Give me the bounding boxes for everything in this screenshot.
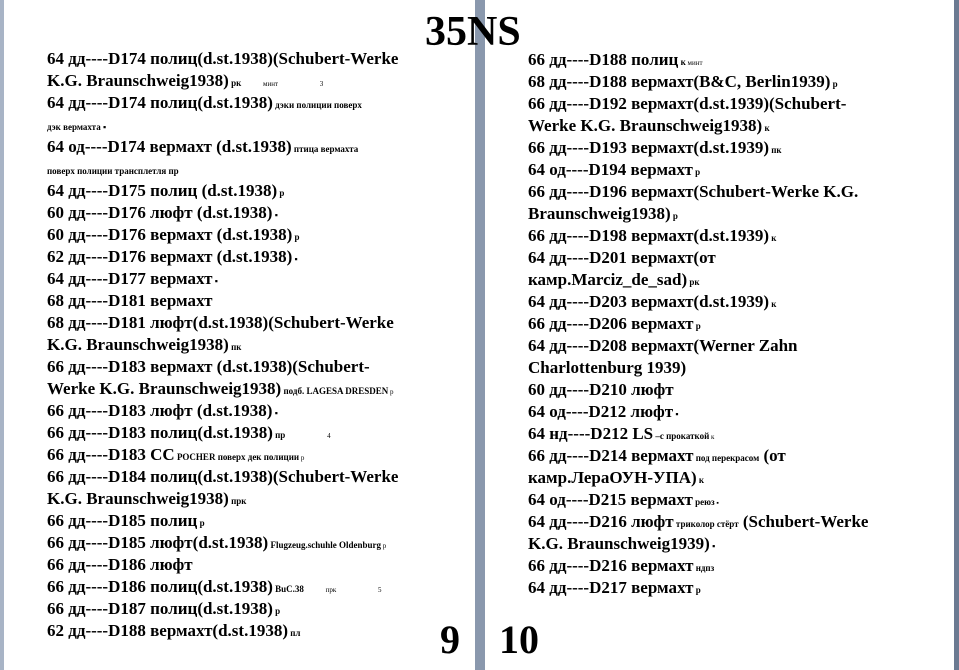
text-line [47, 620, 452, 642]
line-main: K.G. Braunschweig1938) [47, 335, 229, 354]
line-tail: (от [759, 446, 786, 465]
line-note2: р [388, 388, 394, 396]
line-main: камр.Marciz_de_sad) [528, 270, 688, 289]
text-line [47, 268, 452, 290]
line-main: 64 дд----D174 полиц(d.st.1938)(Schubert-Werke [47, 49, 399, 68]
line-note: ▪ [673, 409, 679, 419]
line-note2: к [709, 433, 715, 441]
text-line [47, 576, 452, 598]
line-note: пр [272, 430, 286, 440]
line-main: 66 дд----D185 люфт(d.st.1938) [47, 533, 269, 552]
line-note: к [769, 299, 777, 309]
text-line [47, 444, 452, 466]
line-main: 66 дд----D198 вермахт(d.st.1939) [528, 226, 769, 245]
line-note: ▪ [272, 210, 278, 220]
line-main: 68 дд----D188 вермахт(B&C, Berlin1939) [528, 72, 831, 91]
line-tail: (Schubert-Werke [738, 512, 869, 531]
text-line [47, 334, 452, 356]
line-note2: р [381, 542, 387, 550]
line-note: р [197, 518, 205, 528]
text-line [47, 136, 452, 158]
line-note: к [696, 475, 705, 485]
line-note: к [769, 233, 777, 243]
line-note: птица вермахта [291, 144, 359, 154]
line-note: прк [228, 496, 247, 506]
line-main: 66 дд----D192 вермахт(d.st.1939)(Schubert- [528, 94, 847, 113]
text-line [528, 533, 933, 555]
line-main: камр.ЛераОУН-УПА) [528, 468, 697, 487]
right-page-number: 10 [499, 617, 539, 662]
line-note2: р [299, 454, 305, 462]
line-main: 64 дд----D201 вермахт(от [528, 248, 716, 267]
text-line [47, 532, 452, 554]
line-note: дэк вермахта ▪ [47, 122, 107, 132]
text-line [528, 489, 933, 511]
line-main: 66 дд----D184 полиц(d.st.1938)(Schubert-Werke [47, 467, 399, 486]
left-page-number: 9 [440, 617, 460, 662]
line-note: пк [769, 145, 782, 155]
line-main: 64 дд----D203 вермахт(d.st.1939) [528, 292, 769, 311]
line-main: 68 дд----D181 люфт(d.st.1938)(Schubert-Werke [47, 313, 394, 332]
line-note: ндпз [693, 563, 715, 573]
text-line [528, 115, 933, 137]
text-line [528, 49, 933, 71]
line-note: р [693, 321, 701, 331]
line-main: 64 дд----D216 люфт [528, 512, 674, 531]
line-main: Werke K.G. Braunschweig1938) [47, 379, 282, 398]
line-note: Flugzeug.schuhle Oldenburg [268, 540, 381, 550]
line-main: 66 дд----D186 полиц(d.st.1938) [47, 577, 273, 596]
line-main: 60 дд----D176 вермахт (d.st.1938) [47, 225, 293, 244]
line-note: ▪ [709, 541, 716, 551]
line-note: к [762, 123, 770, 133]
text-line [47, 290, 452, 312]
line-note: ▪ [272, 408, 278, 418]
line-main: 64 дд----D217 вермахт [528, 578, 694, 597]
line-main: 66 дд----D196 вермахт(Schubert-Werke K.G. [528, 182, 859, 201]
line-note: р [670, 211, 678, 221]
line-main: 64 дд----D175 полиц (d.st.1938) [47, 181, 278, 200]
text-line [528, 379, 933, 401]
text-line [528, 203, 933, 225]
right-page-text [528, 49, 933, 599]
left-page-text [47, 48, 452, 642]
line-note: реюз [692, 497, 715, 507]
text-line [528, 225, 933, 247]
text-line [47, 488, 452, 510]
text-line [528, 401, 933, 423]
text-line [47, 70, 452, 92]
line-main: 66 дд----D183 люфт (d.st.1938) [47, 401, 273, 420]
line-main: 60 дд----D210 люфт [528, 380, 674, 399]
text-line [528, 137, 933, 159]
line-main: 60 дд----D176 люфт (d.st.1938) [47, 203, 273, 222]
text-line [47, 510, 452, 532]
line-note: к [678, 57, 686, 67]
text-line [528, 555, 933, 577]
line-main: 64 нд----D212 LS [528, 424, 654, 443]
left-page [4, 0, 475, 670]
line-note: POCHER поверх дек полиции [174, 452, 300, 462]
line-main: K.G. Braunschweig1939) [528, 534, 710, 553]
text-line [528, 93, 933, 115]
line-main: Braunschweig1938) [528, 204, 671, 223]
line-note2: минт [685, 59, 703, 67]
text-line [528, 181, 933, 203]
line-main: 66 дд----D183 вермахт (d.st.1938)(Schubert- [47, 357, 370, 376]
line-note: поверх полиции трансплетля пр [47, 166, 179, 176]
text-line [47, 466, 452, 488]
right-page [485, 0, 954, 670]
page-corner [934, 0, 954, 12]
line-note: р [277, 188, 285, 198]
line-main: K.G. Braunschweig1938) [47, 489, 229, 508]
line-main: 62 дд----D188 вермахт(d.st.1938) [47, 621, 288, 640]
line-note3: 4 [325, 432, 331, 440]
line-note: р [830, 79, 838, 89]
line-note: –с прокаткой [653, 431, 710, 441]
text-line [528, 291, 933, 313]
line-note: р [693, 585, 701, 595]
line-main: 66 дд----D216 вермахт [528, 556, 694, 575]
text-line [528, 357, 933, 379]
text-line [528, 511, 933, 533]
text-line [47, 422, 452, 444]
line-main: 64 од----D215 вермахт [528, 490, 693, 509]
text-line [47, 312, 452, 334]
text-line [47, 598, 452, 620]
line-note: р [692, 167, 701, 177]
text-line [528, 467, 933, 489]
text-line [528, 159, 933, 181]
line-note: ▪ [212, 276, 218, 286]
text-line [528, 313, 933, 335]
line-note3: 5 [376, 586, 382, 594]
line-main: 66 дд----D187 полиц(d.st.1938) [47, 599, 273, 618]
line-main: 64 од----D194 вермахт [528, 160, 693, 179]
document-title: 35NS [425, 9, 521, 55]
text-line [47, 202, 452, 224]
text-line [47, 224, 452, 246]
line-main: 66 дд----D185 полиц [47, 511, 198, 530]
line-note2: прк [323, 586, 337, 594]
line-main: 64 дд----D177 вермахт [47, 269, 213, 288]
line-note2: ▪ [714, 499, 719, 507]
line-main: 64 дд----D174 полиц(d.st.1938) [47, 93, 273, 112]
text-line [47, 158, 452, 180]
line-main: 64 од----D212 люфт [528, 402, 674, 421]
line-note: пк [228, 342, 242, 352]
text-line [528, 445, 933, 467]
text-line [47, 400, 452, 422]
line-note: пл [288, 628, 301, 638]
text-line [528, 335, 933, 357]
text-line [47, 180, 452, 202]
line-main: 62 дд----D176 вермахт (d.st.1938) [47, 247, 293, 266]
line-main: 66 дд----D183 полиц(d.st.1938) [47, 423, 273, 442]
line-main: Charlottenburg 1939) [528, 358, 687, 377]
line-main: Werke K.G. Braunschweig1938) [528, 116, 763, 135]
line-main: 66 дд----D188 полиц [528, 50, 679, 69]
line-note: рк [687, 277, 700, 287]
line-main: 64 од----D174 вермахт (d.st.1938) [47, 137, 292, 156]
line-note: триколор стёрт [673, 519, 739, 529]
line-note2: минт [261, 80, 278, 88]
line-note: под перекрасом [693, 453, 760, 463]
line-note3: 3 [318, 80, 324, 88]
line-main: 66 дд----D193 вермахт(d.st.1939) [528, 138, 769, 157]
line-main: 66 дд----D206 вермахт [528, 314, 694, 333]
text-line [47, 48, 452, 70]
book-gutter [475, 0, 485, 670]
text-line [528, 71, 933, 93]
text-line [528, 269, 933, 291]
text-line [47, 378, 452, 400]
text-line [528, 577, 933, 599]
line-main: 66 дд----D214 вермахт [528, 446, 694, 465]
line-note: р [292, 232, 300, 242]
text-line [47, 554, 452, 576]
line-note: дэки полиции поверх [272, 100, 362, 110]
text-line [47, 246, 452, 268]
line-note: р [272, 606, 281, 616]
line-note: подб. LAGESA DRESDEN [281, 386, 389, 396]
line-main: 66 дд----D186 люфт [47, 555, 193, 574]
text-line [47, 356, 452, 378]
text-line [47, 92, 452, 114]
right-edge [954, 0, 959, 670]
line-note: ▪ [292, 254, 298, 264]
line-main: 64 дд----D208 вермахт(Werner Zahn [528, 336, 798, 355]
text-line [47, 114, 452, 136]
line-main: 68 дд----D181 вермахт [47, 291, 213, 310]
line-main: 66 дд----D183 CC [47, 445, 175, 464]
line-main: K.G. Braunschweig1938) [47, 71, 229, 90]
line-note: рк [228, 78, 242, 88]
text-line [528, 423, 933, 445]
text-line [528, 247, 933, 269]
line-note: BuC.38 [272, 584, 304, 594]
